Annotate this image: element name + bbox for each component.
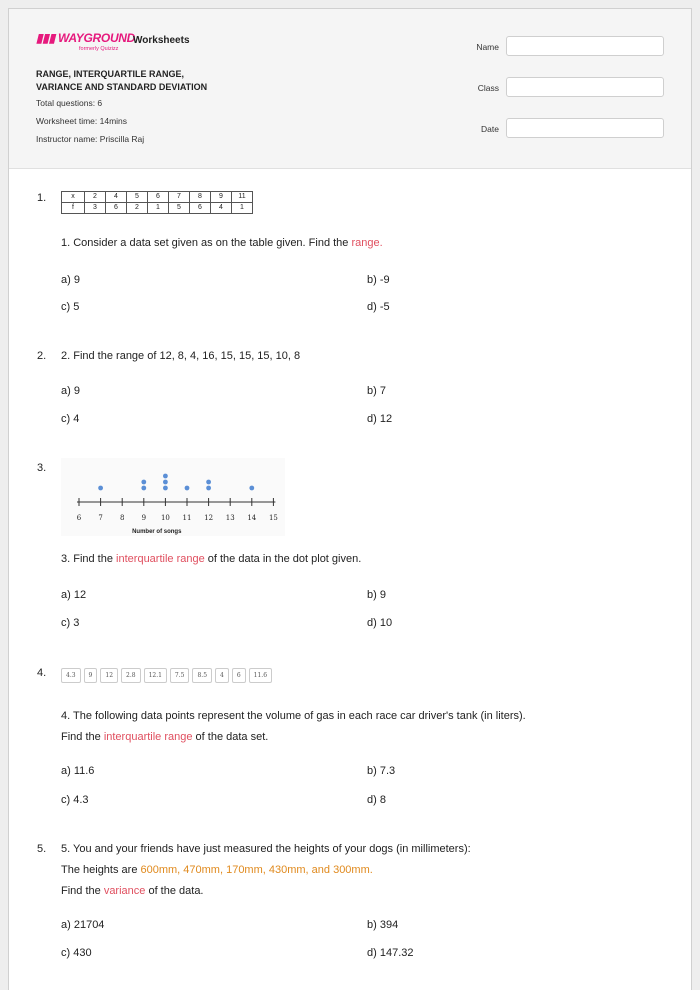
title-line-2: VARIANCE AND STANDARD DEVIATION (36, 82, 208, 92)
dot-plot (61, 458, 285, 536)
q2-option-a[interactable]: a) 9 (61, 385, 80, 397)
data-dot (163, 486, 168, 491)
question-5-text (61, 839, 471, 902)
data-dot (98, 486, 103, 491)
tick-label: 7 (98, 514, 103, 522)
table-row-f (62, 203, 253, 214)
axis-label: Number of songs (132, 529, 182, 535)
tick-label: 13 (225, 514, 235, 522)
data-values-row (61, 668, 272, 683)
question-3-number: 3. (37, 462, 47, 474)
date-label: Date (481, 124, 499, 134)
question-text-span: Find the (61, 731, 104, 743)
data-dot (141, 486, 146, 491)
q4-option-d[interactable]: d) 8 (367, 794, 386, 806)
table-cell: 4 (211, 203, 232, 214)
tick-label: 6 (76, 514, 82, 522)
logo-mark-icon: ▮▮▮ (36, 31, 55, 45)
data-dot (206, 480, 211, 485)
table-cell: 4 (106, 192, 127, 203)
question-1-text (61, 233, 383, 254)
question-text-span: Find the (61, 885, 104, 897)
q1-option-d[interactable]: d) -5 (367, 301, 390, 313)
q3-option-b[interactable]: b) 9 (367, 589, 386, 601)
question-text-span: of the data in the dot plot given. (204, 553, 362, 565)
q4-option-a[interactable]: a) 11.6 (61, 765, 95, 777)
q3-option-d[interactable]: d) 10 (367, 617, 393, 629)
question-3-text (61, 549, 361, 570)
question-4-text (61, 706, 526, 748)
tick-label: 11 (182, 514, 192, 522)
q1-option-b[interactable]: b) -9 (367, 274, 390, 286)
table-cell: 5 (169, 203, 190, 214)
highlighted-values: 600mm, 470mm, 170mm, 430mm, and 300mm. (140, 864, 373, 876)
class-label: Class (477, 83, 499, 93)
title-line-1: RANGE, INTERQUARTILE RANGE, (36, 69, 185, 79)
name-field[interactable] (506, 36, 664, 56)
question-text-span: The heights are (61, 864, 141, 876)
q1-option-a[interactable]: a) 9 (61, 274, 80, 286)
q5-option-b[interactable]: b) 394 (367, 919, 399, 931)
data-value: 2.8 (121, 668, 141, 683)
class-field[interactable] (506, 77, 664, 97)
table-cell: 11 (232, 192, 253, 203)
highlighted-term: interquartile range (103, 731, 193, 743)
date-field[interactable] (506, 118, 664, 138)
q5-option-c[interactable]: c) 430 (61, 947, 92, 959)
data-dot (141, 480, 146, 485)
question-1-number: 1. (37, 192, 47, 204)
q5-option-d[interactable]: d) 147.32 (367, 947, 414, 959)
question-text-span: 3. Find the (61, 553, 117, 565)
tick-label: 8 (119, 514, 125, 522)
q1-option-c[interactable]: c) 5 (61, 301, 80, 313)
data-value: 9 (84, 668, 98, 683)
table-cell: 1 (148, 203, 169, 214)
data-dot (163, 480, 168, 485)
table-cell: 6 (106, 203, 127, 214)
question-4-line-1: 4. The following data points represent the volume of gas in each race car driver's tank (in liters). (61, 710, 526, 722)
q2-option-b[interactable]: b) 7 (367, 385, 386, 397)
data-value: 4 (215, 668, 229, 683)
data-value: 4.3 (61, 668, 81, 683)
question-5-number: 5. (37, 843, 47, 855)
q3-option-c[interactable]: c) 3 (61, 617, 80, 629)
table-cell: 3 (85, 203, 106, 214)
tick-label: 9 (141, 514, 147, 522)
tick-label: 12 (204, 514, 214, 522)
brand-logo (36, 31, 135, 45)
highlighted-term: interquartile range (116, 553, 205, 565)
table-cell: 6 (190, 203, 211, 214)
tick-label: 15 (268, 514, 278, 522)
table-cell: 6 (148, 192, 169, 203)
worksheet-header (9, 9, 691, 169)
question-4-number: 4. (37, 667, 47, 679)
tick-label: 14 (247, 514, 257, 522)
name-label: Name (476, 42, 499, 52)
question-5-line-2 (61, 860, 471, 881)
worksheet-time: Worksheet time: 14mins (36, 116, 128, 126)
dot-plot-svg (61, 458, 285, 536)
table-cell: 2 (85, 192, 106, 203)
highlighted-term: variance (103, 885, 146, 897)
table-cell: 5 (127, 192, 148, 203)
table-cell: 1 (232, 203, 253, 214)
data-dot (185, 486, 190, 491)
q4-option-c[interactable]: c) 4.3 (61, 794, 89, 806)
worksheet-page (8, 8, 692, 990)
data-value: 8.5 (192, 668, 212, 683)
question-text-span: of the data set. (192, 731, 269, 743)
table-cell: 2 (127, 203, 148, 214)
q5-option-a[interactable]: a) 21704 (61, 919, 105, 931)
question-4-line-2 (61, 727, 526, 748)
q2-option-c[interactable]: c) 4 (61, 413, 80, 425)
table-cell: 7 (169, 192, 190, 203)
table-cell: 9 (211, 192, 232, 203)
question-2-text: 2. Find the range of 12, 8, 4, 16, 15, 15, 15, 10, 8 (61, 350, 301, 362)
q3-option-a[interactable]: a) 12 (61, 589, 87, 601)
question-text-span: of the data. (145, 885, 204, 897)
data-dot (249, 486, 254, 491)
question-5-line-3 (61, 881, 471, 902)
logo-subtitle: formerly Quizizz (79, 46, 119, 52)
data-value: 11.6 (249, 668, 272, 683)
total-questions: Total questions: 6 (36, 98, 103, 108)
instructor-name: Instructor name: Priscilla Raj (36, 134, 145, 144)
data-value: 7.5 (170, 668, 190, 683)
logo-text: WAYGROUND (57, 31, 136, 45)
question-2-number: 2. (37, 350, 47, 362)
table-cell: x (62, 192, 85, 203)
q4-option-b[interactable]: b) 7.3 (367, 765, 396, 777)
frequency-table (61, 191, 253, 214)
question-text-span: 1. Consider a data set given as on the table given. Find the (61, 237, 352, 249)
table-cell: f (62, 203, 85, 214)
data-value: 6 (232, 668, 246, 683)
q2-option-d[interactable]: d) 12 (367, 413, 393, 425)
table-cell: 8 (190, 192, 211, 203)
data-value: 12.1 (144, 668, 167, 683)
document-title (36, 68, 296, 94)
tick-label: 10 (160, 514, 170, 522)
data-value: 12 (100, 668, 118, 683)
highlighted-term: range. (351, 237, 383, 249)
table-row-x (62, 192, 253, 203)
worksheets-label: Worksheets (133, 35, 190, 46)
data-dot (163, 474, 168, 479)
data-dot (206, 486, 211, 491)
question-5-line-1: 5. You and your friends have just measured the heights of your dogs (in millimeters): (61, 843, 471, 855)
